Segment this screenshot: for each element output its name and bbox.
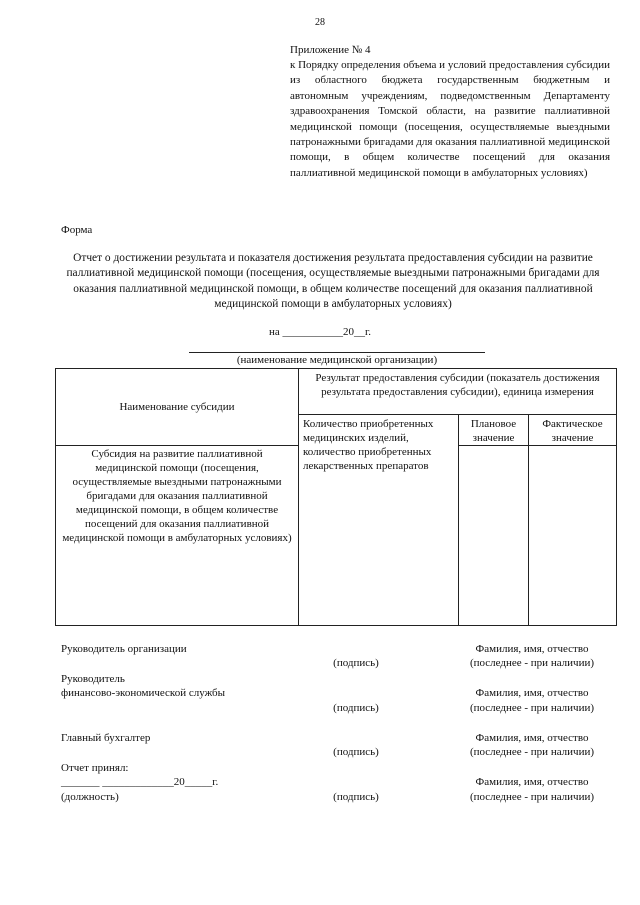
cell-planned-value [459,446,529,626]
accepted-label: Отчет принял: [61,762,129,774]
head-fio: Фамилия, имя, отчество [475,643,589,655]
col-quantity: Количество приобретенных медицинских изделий, количество приобретенных лекарственных препаратов [299,415,459,626]
col-actual: Фактическое значение [529,415,617,446]
header-result: Результат предоставления субсидии (показатель достижения результата предоставления субсидии), единица измерения [299,369,617,415]
report-date-line: на ___________20__г. [268,326,372,338]
header-subsidy-name: Наименование субсидии [56,369,299,446]
accepted-fio-note: (последнее - при наличии) [469,791,595,803]
accepted-fio: Фамилия, имя, отчество [475,776,589,788]
accountant-fio: Фамилия, имя, отчество [475,732,589,744]
accepted-signature: (подпись) [333,791,379,803]
finance-label-1: Руководитель [61,673,125,685]
finance-label-2: финансово-экономической службы [61,687,226,699]
finance-signature: (подпись) [333,702,379,714]
head-signature: (подпись) [333,657,379,669]
accountant-label: Главный бухгалтер [61,732,151,744]
col-planned: Плановое значение [459,415,529,446]
accountant-signature: (подпись) [333,746,379,758]
appendix-text: к Порядку определения объема и условий предоставления субсидии из областного бюджета государственным бюджетным и автономным учреждениям, подведомственным Департаменту здравоохранения Томской области, на развитие паллиативной медицинской помощи (посещения, осуществляемые выездными патронажными бригадами для оказания паллиативной медицинской помощи, в общем количестве посещений для оказания паллиативной медицинской помощи в амбулаторных условиях) [290,59,610,179]
organization-caption: (наименование медицинской организации) [236,354,438,366]
accepted-date-line: _______ _____________20_____г. [61,776,219,788]
head-fio-note: (последнее - при наличии) [469,657,595,669]
head-label: Руководитель организации [61,643,187,655]
organization-name-line [189,352,485,353]
form-label: Форма [61,224,93,236]
report-table [55,368,617,626]
accepted-position: (должность) [61,791,119,803]
accountant-fio-note: (последнее - при наличии) [469,746,595,758]
finance-fio: Фамилия, имя, отчество [475,687,589,699]
report-title: Отчет о достижении результата и показателя достижения результата предоставления субсидии на развитие паллиативной медицинской помощи (посещения, осуществляемые выездными патронажными бригадами для оказания паллиативной медицинской помощи, в общем количестве посещений для оказания паллиативной медицинской помощи в амбулаторных условиях) [66,252,600,311]
cell-actual-value [529,446,617,626]
finance-fio-note: (последнее - при наличии) [469,702,595,714]
appendix-title: Приложение № 4 [290,44,371,56]
page-number: 28 [315,17,325,28]
row-subsidy-name: Субсидия на развитие паллиативной медицинской помощи (посещения, осуществляемые выездными патронажными бригадами для оказания паллиативной медицинской помощи, в общем количестве посещений для оказания паллиативной медицинской помощи в амбулаторных условиях) [56,446,299,626]
